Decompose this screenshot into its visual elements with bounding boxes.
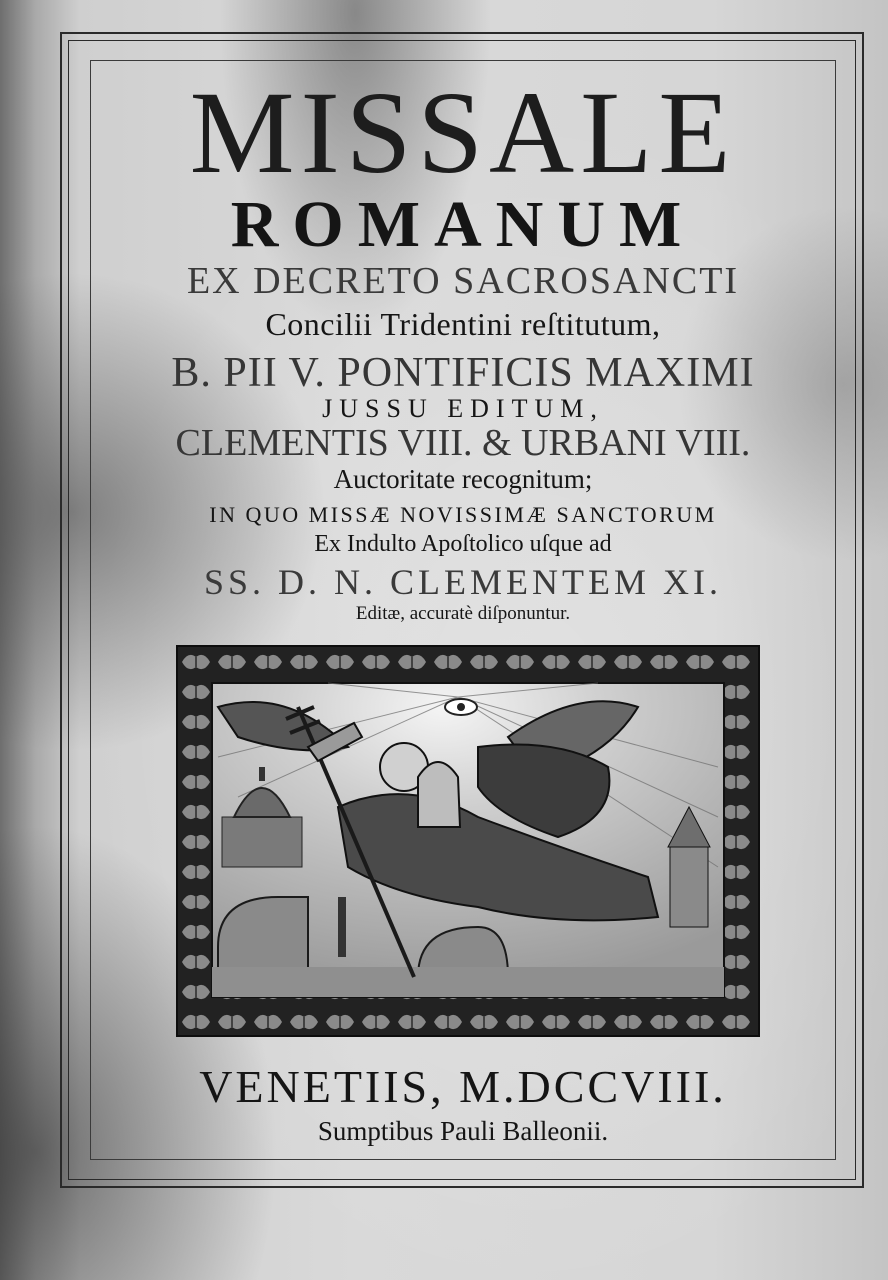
papal-tiara-icon bbox=[418, 762, 460, 827]
imprint-publisher: Sumptibus Pauli Balleonii. bbox=[317, 1116, 609, 1146]
piazza-ground bbox=[212, 967, 724, 997]
title-line-ss: SS. D. N. CLEMENTEM XI. bbox=[203, 562, 722, 602]
title-line-clementis: CLEMENTIS VIII. & URBANI VIII. bbox=[175, 422, 751, 464]
title-line-concilii: Concilii Tridentini reſtitutum, bbox=[265, 306, 661, 342]
engraved-vignette bbox=[176, 645, 760, 1037]
title-line-ex-indulto: Ex Indulto Apoſtolico uſque ad bbox=[314, 531, 612, 557]
imprint-place-year: VENETIIS, M.DCCVIII. bbox=[199, 1061, 727, 1112]
title-line-pii: B. PII V. PONTIFICIS MAXIMI bbox=[171, 350, 755, 396]
title-line-jussu: JUSSU EDITUM, bbox=[322, 394, 604, 423]
title-line-editae: Editæ, accuratè diſponuntur. bbox=[355, 603, 571, 624]
main-title: MISSALE bbox=[189, 67, 737, 198]
title-line-in-quo: IN QUO MISSÆ NOVISSIMÆ SANCTORUM bbox=[209, 502, 717, 527]
title-line-auctoritate: Auctoritate recognitum; bbox=[333, 464, 593, 494]
subtitle: ROMANUM bbox=[230, 188, 696, 261]
vignette-illustration bbox=[178, 647, 758, 1035]
title-line-ex-decreto: EX DECRETO SACROSANCTI bbox=[186, 260, 740, 302]
